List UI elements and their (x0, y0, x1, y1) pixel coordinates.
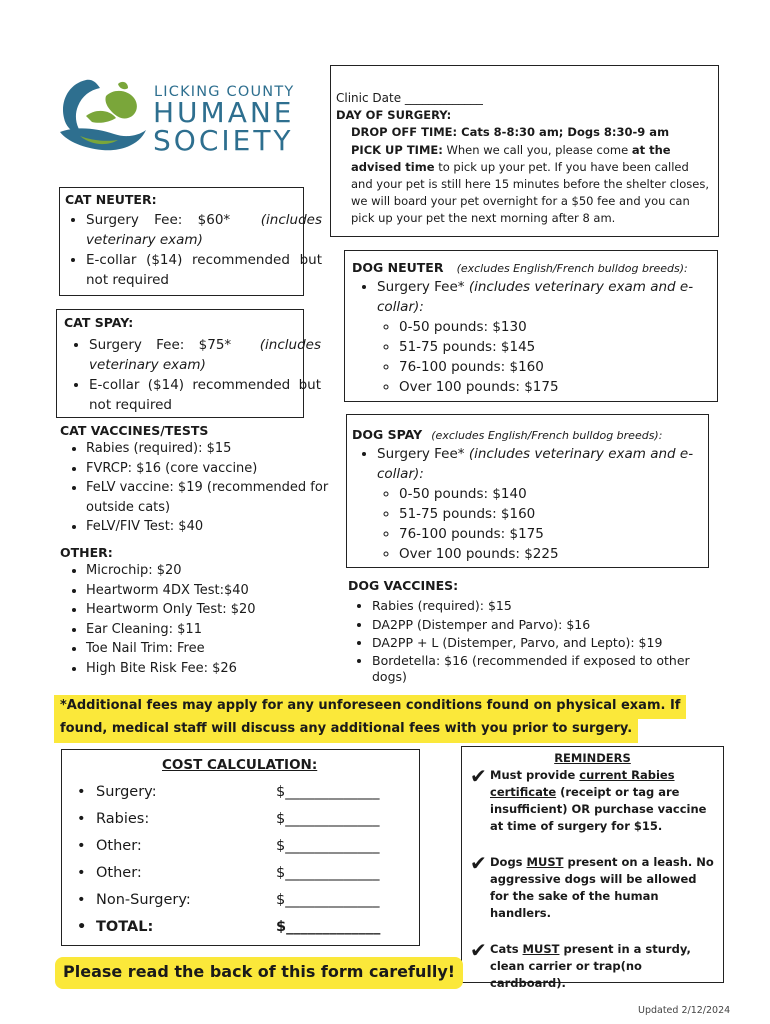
list-item: • Heartworm 4DX Test:$40 (86, 581, 361, 601)
cat-spay-list (63, 335, 321, 415)
humane-society-logo-icon (56, 76, 148, 158)
cost-calculation-box: COST CALCULATION: • Surgery: $_____________ • Rabies: $_____________ • Other: $_____________ • Other: $_____________ • Non-Surgery: $_____________ • TOTAL: $_____________ (61, 749, 420, 946)
list-item: ◦ 76-100 pounds: $175 (399, 524, 707, 544)
cat-neuter-list (60, 210, 322, 290)
list-item: ◦ Over 100 pounds: $225 (399, 544, 707, 564)
cat-neuter-title: CAT NEUTER: (65, 192, 157, 207)
checkmark-icon: ✔ (470, 938, 487, 962)
list-item: • DA2PP + L (Distemper, Parvo, and Lepto): $19 (372, 634, 717, 653)
pickup-text-2: to pick up your pet. If you have been called and your pet is still here 15 minutes before the shelter closes, we will board your pet overnight for a $50 fee and you can pick up your pet the next morning after 8 am. (351, 160, 709, 225)
cat-spay-title: CAT SPAY: (64, 315, 134, 330)
list-item: • FeLV vaccine: $19 (recommended for outside cats) (86, 478, 361, 517)
list-item: • Surgery Fee: $60* (includes veterinary exam) (86, 210, 322, 250)
list-item: • Surgery Fee* (includes veterinary exam and e-collar): ◦ 0-50 pounds: $130 ◦ 51-75 pounds: $145 ◦ 76-100 pounds: $160 ◦ Over 100 pounds: $175 (377, 277, 717, 397)
non-surgery-amount-field[interactable]: $_____________ (276, 892, 380, 908)
read-back-notice: Please read the back of this form carefully! (55, 957, 463, 989)
list-item: ◦ 51-75 pounds: $145 (399, 337, 717, 357)
dog-spay-title: DOG SPAY (352, 427, 423, 442)
list-item: ◦ 0-50 pounds: $140 (399, 484, 707, 504)
surgery-amount-field[interactable]: $_____________ (276, 784, 380, 800)
other-list (60, 561, 361, 678)
dog-spay-header (352, 424, 662, 443)
checkmark-icon: ✔ (470, 764, 487, 788)
other-title: OTHER: (60, 545, 113, 560)
day-of-surgery-box (330, 65, 719, 237)
dog-neuter-header (352, 257, 688, 276)
additional-fees-notice-line2: found, medical staff will discuss any additional fees with you prior to surgery. (54, 719, 638, 743)
clinic-date-field[interactable]: Clinic Date _____________ (336, 91, 483, 105)
rabies-amount-field[interactable]: $_____________ (276, 811, 380, 827)
list-item: • FeLV/FIV Test: $40 (86, 517, 361, 537)
day-of-surgery-title: DAY OF SURGERY: (336, 108, 452, 122)
list-item: • Surgery Fee: $75* (includes veterinary exam) (89, 335, 321, 375)
dog-neuter-weights (377, 317, 717, 397)
dog-spay-list (351, 444, 707, 564)
dog-spay-weights (377, 484, 707, 564)
pickup-time (351, 142, 713, 227)
dog-vaccines-list (346, 597, 717, 685)
dog-vaccines-title: DOG VACCINES: (348, 578, 459, 593)
list-item: • Surgery Fee* (includes veterinary exam and e-collar): ◦ 0-50 pounds: $140 ◦ 51-75 pounds: $160 ◦ 76-100 pounds: $175 ◦ Over 100 pounds: $225 (377, 444, 707, 564)
dog-neuter-box (344, 250, 718, 402)
dropoff-time: DROP OFF TIME: Cats 8-8:30 am; Dogs 8:30-9 am (351, 125, 670, 139)
dog-neuter-note: (excludes English/French bulldog breeds): (456, 262, 688, 275)
pickup-text-1: When we call you, please come (442, 143, 632, 157)
list-item: • Ear Cleaning: $11 (86, 620, 361, 640)
list-item: • DA2PP (Distemper and Parvo): $16 (372, 616, 717, 635)
org-name-line3: SOCIETY (153, 124, 294, 157)
reminders-title: REMINDERS (554, 751, 631, 765)
dog-spay-note: (excludes English/French bulldog breeds): (431, 429, 663, 442)
pickup-bold: at the advised time (351, 143, 671, 174)
list-item: • Heartworm Only Test: $20 (86, 600, 361, 620)
dog-neuter-list (351, 277, 717, 397)
total-amount-field[interactable]: $_____________ (276, 919, 381, 935)
dog-spay-box (346, 414, 709, 568)
list-item: • Rabies (required): $15 (372, 597, 717, 616)
cat-vaccines-title: CAT VACCINES/TESTS (60, 423, 209, 438)
cat-neuter-box (59, 187, 322, 296)
list-item: • Bordetella: $16 (recommended if exposed to other dogs) (372, 653, 717, 685)
list-item: ◦ 0-50 pounds: $130 (399, 317, 717, 337)
updated-date: Updated 2/12/2024 (638, 1005, 731, 1016)
list-item: ◦ 51-75 pounds: $160 (399, 504, 707, 524)
cat-vaccines-list (60, 439, 361, 537)
pickup-label: PICK UP TIME: (351, 143, 443, 157)
cat-spay-box (56, 309, 321, 418)
list-item: • High Bite Risk Fee: $26 (86, 659, 361, 679)
list-item: ◦ Over 100 pounds: $175 (399, 377, 717, 397)
logo (56, 76, 296, 158)
list-item: • E-collar ($14) recommended but not required (89, 375, 321, 415)
org-name-line2: HUMANE (153, 96, 295, 129)
dog-neuter-title: DOG NEUTER (352, 260, 444, 275)
org-name-line1: LICKING COUNTY (154, 84, 295, 100)
list-item: • Rabies (required): $15 (86, 439, 361, 459)
list-item: • Toe Nail Trim: Free (86, 639, 361, 659)
other-1-amount-field[interactable]: $_____________ (276, 838, 380, 854)
checkmark-icon: ✔ (470, 851, 487, 875)
reminders-box: REMINDERS ✔ Must provide current Rabies certificate (receipt or tag are insufficient) OR purchase vaccine at time of surgery for $15. ✔ Dogs MUST present on a leash. No aggressive dogs will be allowed for the sake of the human handlers. ✔ Cats MUST present in a sturdy, clean carrier or trap(no cardboard). (461, 746, 724, 983)
list-item: ◦ 76-100 pounds: $160 (399, 357, 717, 377)
list-item: • Microchip: $20 (86, 561, 361, 581)
list-item: • E-collar ($14) recommended but not required (86, 250, 322, 290)
additional-fees-notice-line1: *Additional fees may apply for any unforeseen conditions found on physical exam. If (54, 695, 686, 719)
other-2-amount-field[interactable]: $_____________ (276, 865, 380, 881)
list-item: • FVRCP: $16 (core vaccine) (86, 459, 361, 479)
cost-calculation-title: COST CALCULATION: (162, 757, 318, 773)
